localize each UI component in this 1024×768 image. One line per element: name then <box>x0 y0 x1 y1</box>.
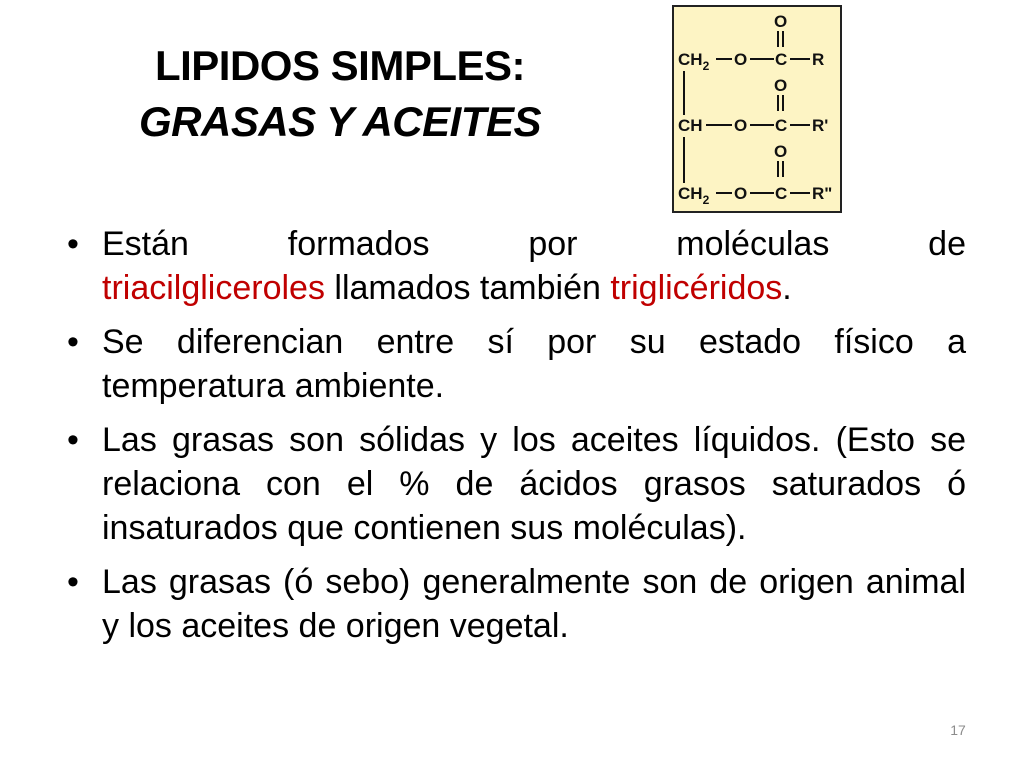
bullet-1-word: Están <box>102 225 189 263</box>
bullet-marker: • <box>67 323 79 361</box>
row2-carbon: C <box>775 116 788 135</box>
bullet-2-text: Se diferencian entre sí por su estado físico a temperatura ambiente. <box>102 323 966 405</box>
row1-r-group: R <box>812 50 825 69</box>
row2-r-group: R' <box>812 116 829 135</box>
bullet-item-2 <box>58 320 966 408</box>
bullet-marker: • <box>67 421 79 459</box>
carbonyl-oxygen-2: O <box>774 76 788 95</box>
bullet-1-word: formados <box>287 225 430 263</box>
bullet-1-end: . <box>782 269 792 307</box>
bullet-1-intro <box>102 222 966 266</box>
bullet-item-4 <box>58 560 966 648</box>
bullet-1-term-2: triglicéridos <box>610 269 783 307</box>
triglyceride-structure-svg <box>674 7 840 211</box>
row2-oxygen: O <box>734 116 748 135</box>
bullet-marker: • <box>67 225 79 263</box>
row3-carbon: C <box>775 184 788 203</box>
bullet-4-text: Las grasas (ó sebo) generalmente son de origen animal y los aceites de origen vegetal. <box>102 563 966 645</box>
row3-oxygen: O <box>734 184 748 203</box>
row3-r-group: R" <box>812 184 833 203</box>
bullet-item-3 <box>58 418 966 550</box>
bullet-1-middle: llamados también <box>324 269 611 307</box>
bullet-list <box>58 222 966 658</box>
row1-ch2: $CH_2$ <box>678 50 710 73</box>
triglyceride-structure-image <box>672 5 842 213</box>
bullet-3-text: Las grasas son sólidas y los aceites líquidos. (Esto se relaciona con el % de ácidos grasos saturados ó insaturados que contienen sus moléculas). <box>102 421 966 547</box>
bullet-marker: • <box>67 563 79 601</box>
page-number: 17 <box>950 722 966 738</box>
bullet-1-term-1: triacilgliceroles <box>102 269 325 307</box>
carbonyl-oxygen-3: O <box>774 142 788 161</box>
title-line-1: LIPIDOS SIMPLES: <box>154 42 526 89</box>
row2-ch: CH <box>678 116 703 135</box>
slide-title <box>60 38 620 150</box>
bullet-1-word: de <box>928 225 966 263</box>
row3-ch2: $CH_2$ <box>678 184 710 207</box>
row1-carbon: C <box>775 50 788 69</box>
bullet-1-word: por <box>528 225 578 263</box>
bullet-1-word: moléculas <box>676 225 830 263</box>
title-line-2: GRASAS Y ACEITES <box>139 98 541 145</box>
carbonyl-oxygen-1: O <box>774 12 788 31</box>
bullet-item-1 <box>58 222 966 310</box>
row1-oxygen: O <box>734 50 748 69</box>
